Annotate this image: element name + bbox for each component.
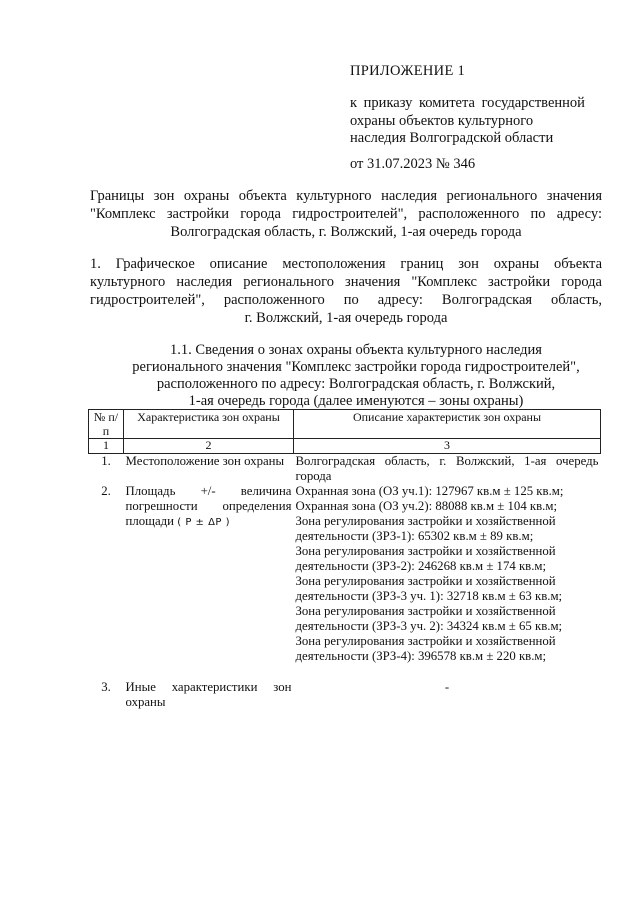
appendix-title: ПРИЛОЖЕНИЕ 1	[350, 63, 466, 79]
order-date: от 31.07.2023 № 346	[350, 156, 476, 172]
description-line: деятельности (ЗРЗ-3 уч. 1): 32718 кв.м ± 63 кв.м;	[295, 589, 563, 603]
column-number: 1	[89, 439, 124, 454]
main-heading-line: Границы зон охраны объекта культурного наследия регионального значения	[90, 188, 602, 204]
description-line: Зона регулирования застройки и хозяйственной	[295, 634, 556, 648]
row-characteristic: Местоположение зон охраны	[125, 454, 285, 468]
row-description	[294, 454, 601, 485]
main-heading-line: "Комплекс застройки города гидростроителей", расположенного по адресу:	[90, 206, 602, 222]
description-line: Охранная зона (ОЗ уч.2): 88088 кв.м ± 104 кв.м;	[295, 499, 558, 513]
section-heading-line: гидростроителей", расположенного по адресу: Волгоградская область,	[90, 292, 602, 308]
header-description: Описание характеристик зон охраны	[294, 410, 601, 439]
description-line: Зона регулирования застройки и хозяйственной	[295, 544, 556, 558]
subsection-line: регионального значения "Комплекс застройки города гидростроителей",	[132, 359, 580, 375]
row-characteristic	[124, 484, 294, 664]
header-num: № п/п	[89, 410, 124, 439]
subsection-heading	[96, 342, 616, 410]
description-line: Волгоградская область, г. Волжский, 1-ая очередь города	[295, 454, 599, 483]
section-heading-line: г. Волжский, 1-ая очередь города	[244, 310, 448, 326]
description-line: деятельности (ЗРЗ-3 уч. 2): 34324 кв.м ± 65 кв.м;	[295, 619, 563, 633]
order-reference-line-2: охраны объектов культурного	[350, 113, 534, 129]
description-line: деятельности (ЗРЗ-1): 65302 кв.м ± 89 кв.м;	[295, 529, 534, 543]
header-characteristic: Характеристика зон охраны	[124, 410, 294, 439]
area-formula: ( P ± ΔP )	[177, 517, 231, 528]
row-description	[294, 484, 601, 664]
section-heading-line: культурного наследия регионального значения "Комплекс застройки города	[90, 274, 602, 290]
main-heading	[90, 187, 602, 241]
zones-table	[88, 409, 601, 710]
order-reference-line-3: наследия Волгоградской области	[350, 130, 554, 146]
column-number: 2	[124, 439, 294, 454]
order-reference-line-1: к приказу комитета государственной	[350, 95, 585, 111]
description-line: деятельности (ЗРЗ-2): 246268 кв.м ± 174 кв.м;	[295, 559, 547, 573]
subsection-line: 1-ая очередь города (далее именуются – зоны охраны)	[188, 393, 524, 409]
subsection-line: расположенного по адресу: Волгоградская область, г. Волжский,	[156, 376, 556, 392]
description-line: Зона регулирования застройки и хозяйственной	[295, 604, 556, 618]
row-characteristic-text: Площадь +/- величина погрешности определения площади	[125, 484, 292, 528]
row-characteristic: Иные характеристики зон охраны	[125, 680, 292, 709]
description-line: Охранная зона (ОЗ уч.1): 127967 кв.м ± 125 кв.м;	[295, 484, 564, 498]
table-row	[89, 454, 601, 485]
main-heading-line: Волгоградская область, г. Волжский, 1-ая очередь города	[170, 224, 522, 240]
table-row	[89, 664, 601, 710]
section-heading-line: 1. Графическое описание местоположения границ зон охраны объекта	[90, 256, 602, 272]
row-number: 2.	[101, 484, 111, 498]
row-number: 3.	[101, 680, 111, 694]
row-description: -	[444, 680, 450, 694]
description-line: Зона регулирования застройки и хозяйственной	[295, 574, 556, 588]
subsection-line: 1.1. Сведения о зонах охраны объекта культурного наследия	[170, 342, 542, 358]
column-number: 3	[294, 439, 601, 454]
table-row	[89, 484, 601, 664]
section-heading	[90, 255, 602, 327]
description-line: Зона регулирования застройки и хозяйственной	[295, 514, 556, 528]
description-line: деятельности (ЗРЗ-4): 396578 кв.м ± 220 кв.м;	[295, 649, 547, 663]
row-number: 1.	[101, 454, 111, 468]
